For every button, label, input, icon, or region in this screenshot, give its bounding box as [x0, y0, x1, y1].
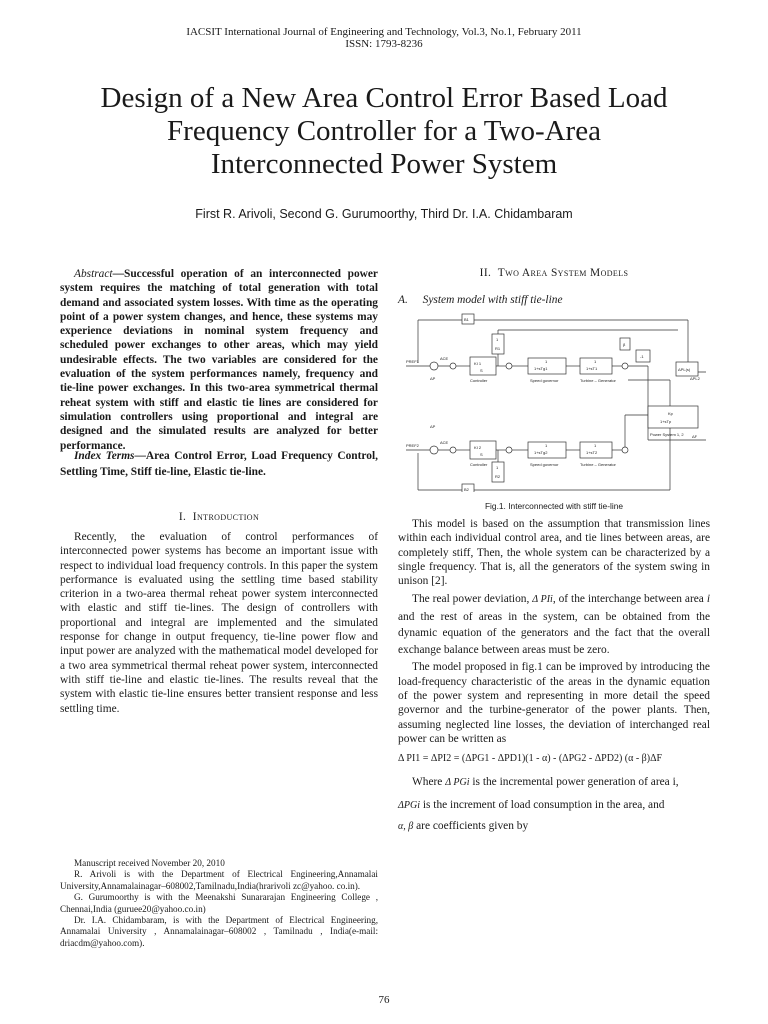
subsection-a-heading: [398, 293, 710, 307]
section-2-title: Two Area System Models: [497, 267, 629, 279]
fig-delta-p-2: ΔP: [430, 424, 436, 429]
fig-r1: 1: [496, 337, 499, 342]
footnote-author-2: G. Gurumoorthy is with the Meenakshi Sunararajan Engineering College , Chennai,India (guruee20@yahoo.co.in): [60, 892, 378, 914]
abstract-dash: —: [112, 268, 124, 280]
fig-beta: β: [623, 342, 626, 347]
fig-delta-p-1: ΔP: [430, 376, 436, 381]
fig-gov2: 1+sTg2: [534, 450, 548, 455]
index-terms-text: Area Control Error, Load Frequency Control, Settling Time, Stiff tie-line, Elastic tie-line.: [60, 450, 378, 478]
section-2-heading: [398, 267, 710, 279]
equation-1: Δ PI1 = ΔPI2 = (ΔPG1 - ΔPD1)(1 - α) - (ΔPG2 - ΔPD2) (α - β)ΔF: [398, 753, 663, 765]
abstract-label: Abstract: [74, 268, 113, 280]
index-terms: [60, 448, 378, 480]
fig-controller-2: Controller: [470, 462, 488, 467]
fig-turbine-1: Turbine – Generator: [580, 378, 616, 383]
paper-title: [60, 82, 708, 181]
title-line-1: Design of a New Area Control Error Based Load: [100, 82, 668, 114]
title-line-3: Interconnected Power System: [210, 148, 558, 180]
footnotes: [60, 858, 378, 949]
fig-ki1: KI 1: [474, 361, 482, 366]
figure-caption: Fig.1. Interconnected with stiff tie-line: [484, 501, 624, 511]
intro-text: Recently, the evaluation of control performances of interconnected power systems has become an important issue with respect to individual load frequency controls. In this paper the system performance is evaluated using the settling time based stability criterion in a two-area thermal reheat power system interconnected with elastic and stiff tie-lines. The design of controllers with proportional and integral are implemented and the simulated response for change in output frequency, tie-line power flow and input power are analyzed with the mathematical model developed for a two area symmetrical thermal reheat power system, interconnected with stiff tie-line and elastic tie-lines. The results reveal that the system with elastic tie-line ensures better transient response and less settling time.: [60, 531, 378, 715]
fig-gov2-num: 1: [545, 443, 548, 448]
fig-turb1-num: 1: [594, 359, 597, 364]
para-coefficients: α, β are coefficients given by: [398, 820, 529, 833]
fig-gov1-num: 1: [545, 359, 548, 364]
fig-controller-1: Controller: [470, 378, 488, 383]
section-2-body: [398, 517, 710, 834]
fig-delta-pl: ΔPL(s): [678, 367, 691, 372]
fig-turb1: 1+sT1: [586, 366, 598, 371]
fig-speed-gov-1: Speed governor: [530, 378, 559, 383]
fig-power-system: Power System 1, 2: [650, 432, 684, 437]
fig-turb2-num: 1: [594, 443, 597, 448]
fig-b1: B1: [464, 317, 469, 322]
title-line-2: Frequency Controller for a Two-Area: [167, 115, 601, 147]
authors: First R. Arivoli, Second G. Gurumoorthy, Third Dr. I.A. Chidambaram: [195, 207, 573, 221]
page-number: 76: [378, 994, 390, 1006]
abstract-text: Successful operation of an interconnected power system requires the matching of total generation with total demand and associated system losses. With time as the operating point of a power system changes, and hence, these systems may experience deviations in nominal system frequency and scheduled power exchanges to other areas, which may yield undesirable effects. The two variables are considered for the evaluation of the system performances namely, frequency and tie-line power exchanges. In this two-area symmetrical thermal reheat system with stiff and elastic tie lines are considered for simulation controllers using proportional and integral are designed and the simulated results are analyzed for better performance.: [60, 268, 378, 452]
fig-kp-den: 1+sTp: [660, 419, 672, 424]
fig-pref1: PREF1: [406, 359, 419, 364]
intro-paragraph: [60, 530, 378, 716]
fig-pref2: PREF2: [406, 443, 419, 448]
para-improved-model: The model proposed in fig.1 can be improved by introducing the load-frequency characteristic of the areas in the dynamic equation of the power system and representing in more detail the speed governor and the turbine-generator of the power plants. Then, assuming neglected line losses, the deviation of interchanged real power can be written as: [398, 661, 710, 745]
abstract: [60, 267, 378, 453]
para-stiff-model: This model is based on the assumption that transmission lines within each individual control area, and tie lines between areas, are completely stiff, Then, the whole system can be characterized by a single frequency. That is, all the generators of the system swing in unison [2].: [398, 518, 710, 588]
index-terms-label: Index Terms: [74, 450, 135, 462]
fig-delta-f: ΔF: [692, 434, 698, 439]
para-power-deviation: The real power deviation, Δ PIi, of the interchange between area i and the rest of areas in the system, can be obtained from the dynamic equation of the generators and the fact that the overall exchange balance between areas must be zero.: [398, 593, 710, 656]
fig-ace-1: ACE: [440, 356, 449, 361]
issn: ISSN: 1793-8236: [345, 38, 423, 50]
fig-turbine-2: Turbine – Generator: [580, 462, 616, 467]
fig-s2: S: [480, 452, 483, 457]
section-1-number: I.: [178, 511, 187, 523]
footnote-author-3: Dr. I.A. Chidambaram, is with the Department of Electrical Engineering, Annamalai University , Annamalainagar–608002 , Tamilnadu , India(e-mail: driacdm@yahoo.com).: [60, 915, 378, 948]
fig-turb2: 1+sT2: [586, 450, 598, 455]
fig-r2: 1: [496, 465, 499, 470]
fig-gov1: 1+sTg1: [534, 366, 548, 371]
footnote-author-1: R. Arivoli is with the Department of Electrical Engineering,Annamalai University,Annamalainagar–608002,Tamilnadu,India(hrarivoli zc@yahoo. co.in).: [60, 869, 378, 891]
block-diagram-figure: [400, 310, 710, 492]
para-where: Where Δ PGi is the incremental power generation of area i,: [412, 775, 679, 788]
fig-delta-pl2: ΔPL2: [690, 376, 700, 381]
fig-b2: B2: [464, 487, 469, 492]
journal-header: IACSIT International Journal of Engineering and Technology, Vol.3, No.1, February 2011: [186, 26, 582, 38]
fig-r2-sub: R2: [495, 474, 501, 479]
fig-ki2: KI 2: [474, 445, 482, 450]
fig-minus: -1: [640, 354, 644, 359]
index-terms-dash: —: [134, 450, 146, 462]
fig-r1-sub: R1: [495, 346, 501, 351]
subsection-title: System model with stiff tie-line: [422, 294, 563, 306]
para-load-increment: ΔPGi is the increment of load consumption in the area, and: [398, 798, 665, 811]
footnote-received: Manuscript received November 20, 2010: [74, 858, 225, 868]
fig-speed-gov-2: Speed governor: [530, 462, 559, 467]
fig-s1: S: [480, 368, 483, 373]
subsection-letter: A.: [398, 294, 408, 306]
fig-ace-2: ACE: [440, 440, 449, 445]
section-1-title: Introduction: [192, 511, 260, 523]
section-1-heading: [60, 511, 378, 523]
fig-kp: Kp: [668, 411, 673, 416]
section-2-number: II.: [479, 267, 492, 279]
